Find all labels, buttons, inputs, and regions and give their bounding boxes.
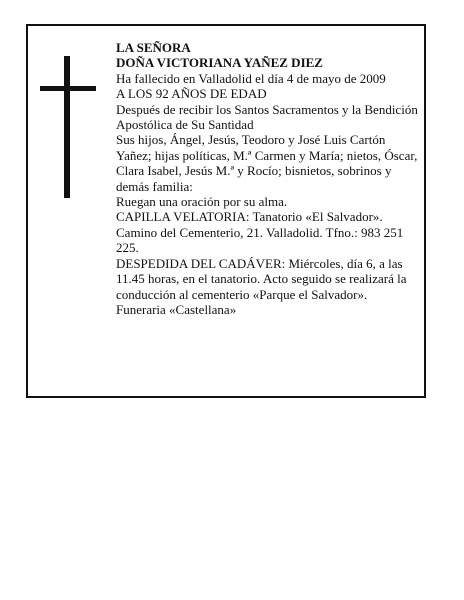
deceased-title: LA SEÑORA xyxy=(116,40,191,55)
prayer-line: Ruegan una oración por su alma. xyxy=(116,194,288,210)
age-line: A LOS 92 AÑOS DE EDAD xyxy=(116,86,267,102)
obituary-notice xyxy=(26,24,426,398)
cross-icon xyxy=(38,56,98,198)
obituary-text xyxy=(116,40,422,317)
deceased-name: DOÑA VICTORIANA YAÑEZ DIEZ xyxy=(116,55,323,71)
cross-vertical-bar xyxy=(64,56,70,198)
family-line: Sus hijos, Ángel, Jesús, Teodoro y José Luis Cartón Yañez; hijas políticas, M.ª Carmen y María; nietos, Óscar, Clara Isabel, Jesús M.ª y Rocío; bisnietos, sobrinos y demás familia: xyxy=(116,132,418,194)
farewell-info: DESPEDIDA DEL CADÁVER: Miércoles, día 6, a las 11.45 horas, en el tanatorio. Acto seguido se realizará la conducción al cementerio «Parque el Salvador». xyxy=(116,255,407,302)
chapel-info: CAPILLA VELATORIA: Tanatorio «El Salvador». Camino del Cementerio, 21. Valladolid. Tfno.: 983 251 225. xyxy=(116,209,404,256)
cross-horizontal-bar xyxy=(40,86,96,91)
sacraments-line: Después de recibir los Santos Sacramentos y la Bendición Apostólica de Su Santidad xyxy=(116,101,418,133)
funeral-home: Funeraria «Castellana» xyxy=(116,301,237,317)
death-date-line: Ha fallecido en Valladolid el día 4 de mayo de 2009 xyxy=(116,70,386,86)
